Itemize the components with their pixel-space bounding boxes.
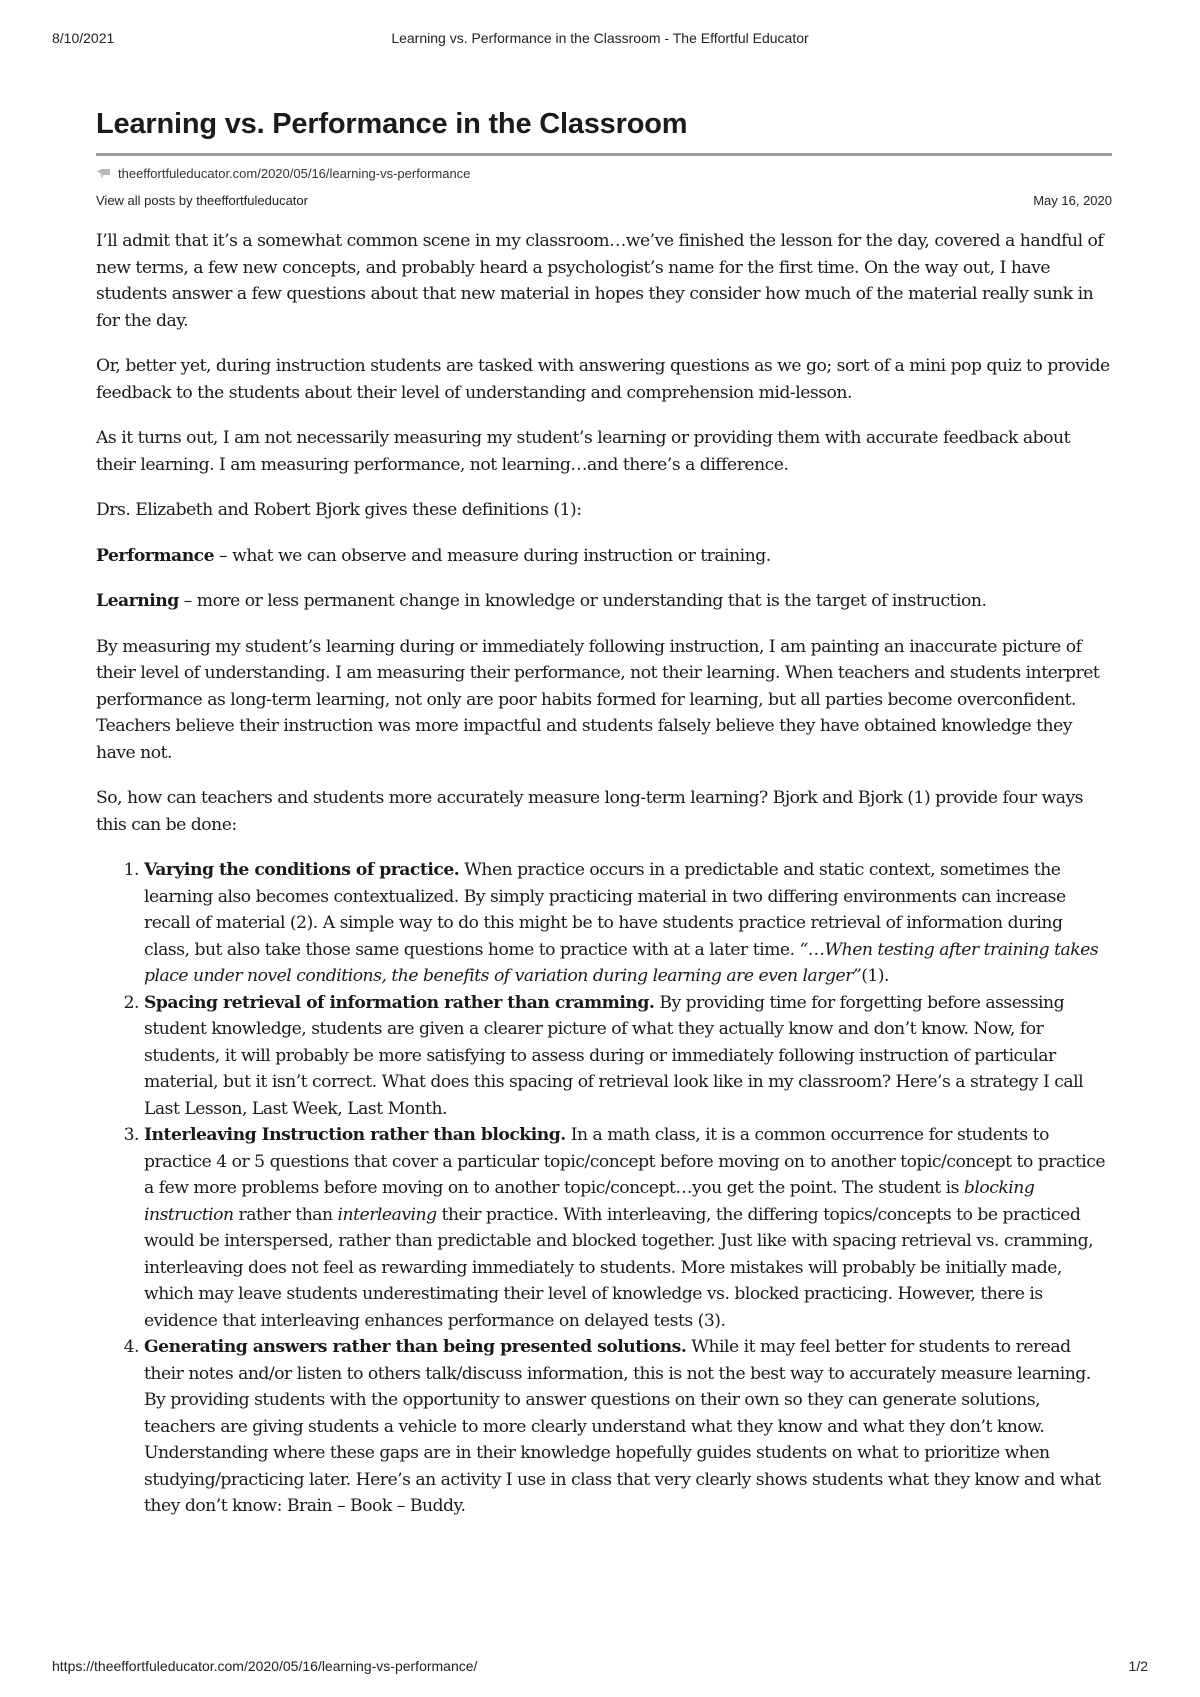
list-item-heading: Spacing retrieval of information rather than cramming.	[144, 992, 655, 1013]
list-item-text: While it may feel better for students to reread their notes and/or listen to others talk/discuss information, this is not the best way to accurately measure learning. By providing students with the opportunity to answer questions on their own so they can generate solutions, teachers are giving students a vehicle to more clearly understand what they know and what they don’t know. Understanding where these gaps are in their knowledge hopefully guides students on what to prioritize when studying/practicing later. Here’s an activity I use in class that very clearly shows students what they know and what they don’t know: Brain – Book – Buddy.	[144, 1337, 1101, 1516]
definition-term: Performance	[96, 545, 215, 566]
print-footer	[52, 1658, 1148, 1674]
list-item	[144, 857, 1112, 990]
source-row	[96, 166, 1112, 181]
print-date: 8/10/2021	[52, 30, 115, 46]
print-page-title: Learning vs. Performance in the Classroom - The Effortful Educator	[391, 30, 809, 46]
list-item	[144, 990, 1112, 1123]
print-header	[52, 30, 1148, 50]
strategies-list	[96, 857, 1112, 1520]
article	[96, 108, 1112, 1520]
source-link[interactable]: theeffortfuleducator.com/2020/05/16/learning-vs-performance	[118, 166, 471, 181]
list-item-heading: Generating answers rather than being presented solutions.	[144, 1337, 687, 1357]
list-item-text: In a math class, it is a common occurrence for students to practice 4 or 5 questions that cover a particular topic/concept before moving on to another topic/concept to practice a few more problems before moving on to another topic/concept…you get the point. The student is	[144, 1125, 1106, 1198]
list-item-emphasis: interleaving	[337, 1204, 437, 1225]
definition-term: Learning	[96, 591, 179, 611]
list-item-text: When practice occurs in a predictable and static context, sometimes the learning also becomes contextualized. By simply practicing material in two differing environments can increase recall of material (2). A simple way to do this might be to have students practice retrieval of information during class, but also take those same questions home to practice with at a later time.	[144, 860, 1066, 960]
list-item-citation: (1).	[861, 966, 890, 986]
tag-icon	[96, 168, 112, 180]
article-body	[96, 228, 1112, 1520]
paragraph: So, how can teachers and students more accurately measure long-term learning? Bjork and Bjork (1) provide four ways this can be done:	[96, 788, 1083, 835]
definition-performance	[96, 543, 1112, 570]
list-item-text: their practice. With interleaving, the differing topics/concepts to be practiced would be interspersed, rather than predictable and blocked together. Just like with spacing retrieval vs. cramming, interleaving does not feel as rewarding immediately to students. More mistakes will probably be initially made, which may leave students underestimating their level of knowledge vs. blocked practicing. However, there is evidence that interleaving enhances performance on delayed tests (3).	[144, 1204, 1094, 1331]
list-item-text: By providing time for forgetting before assessing student knowledge, students are given a clearer picture of what they actually know and don’t know. Now, for students, it will probably be more satisfying to assess during or immediately following instruction of particular material, but it isn’t correct. What does this spacing of retrieval look like in my classroom? Here’s a strategy I call Last Lesson, Last Week, Last Month.	[144, 992, 1084, 1119]
footer-url: https://theeffortfuleducator.com/2020/05/16/learning-vs-performance/	[52, 1658, 478, 1674]
list-item	[144, 1334, 1112, 1520]
title-divider	[96, 153, 1112, 156]
paragraph: I’ll admit that it’s a somewhat common scene in my classroom…we’ve finished the lesson for the day, covered a handful of new terms, a few new concepts, and probably heard a psychologist’s name for the first time. On the way out, I have students answer a few questions about that new material in hopes they consider how much of the material really sunk in for the day.	[96, 231, 1104, 331]
list-item-heading: Interleaving Instruction rather than blocking.	[144, 1125, 566, 1145]
list-item-text: rather than	[233, 1204, 338, 1225]
page-number: 1/2	[1128, 1658, 1148, 1674]
definition-learning	[96, 588, 1112, 615]
list-item-quote: “…When testing after training takes place under novel conditions, the benefits of variation during learning are even larger”	[144, 939, 1099, 986]
list-item-emphasis: blocking instruction	[144, 1178, 1035, 1225]
posted-date: May 16, 2020	[1033, 193, 1112, 208]
meta-row	[96, 193, 1112, 208]
definition-text: – what we can observe and measure during instruction or training.	[214, 545, 771, 566]
definition-text: – more or less permanent change in knowledge or understanding that is the target of instruction.	[178, 591, 987, 611]
paragraph: Drs. Elizabeth and Robert Bjork gives these definitions (1):	[96, 500, 582, 520]
paragraph: Or, better yet, during instruction students are tasked with answering questions as we go; sort of a mini pop quiz to provide feedback to the students about their level of understanding and comprehension mid-lesson.	[96, 356, 1110, 403]
paragraph: As it turns out, I am not necessarily measuring my student’s learning or providing them with accurate feedback about their learning. I am measuring performance, not learning…and there’s a difference.	[96, 428, 1070, 475]
list-item	[144, 1122, 1112, 1334]
view-all-posts-link[interactable]: View all posts by theeffortfuleducator	[96, 193, 308, 208]
list-item-heading: Varying the conditions of practice.	[144, 860, 460, 880]
article-title: Learning vs. Performance in the Classroom	[96, 108, 688, 140]
paragraph: By measuring my student’s learning during or immediately following instruction, I am painting an inaccurate picture of their level of understanding. I am measuring their performance, not their learning. When teachers and students interpret performance as long-term learning, not only are poor habits formed for learning, but all parties become overconfident. Teachers believe their instruction was more impactful and students falsely believe they have obtained knowledge they have not.	[96, 636, 1100, 763]
